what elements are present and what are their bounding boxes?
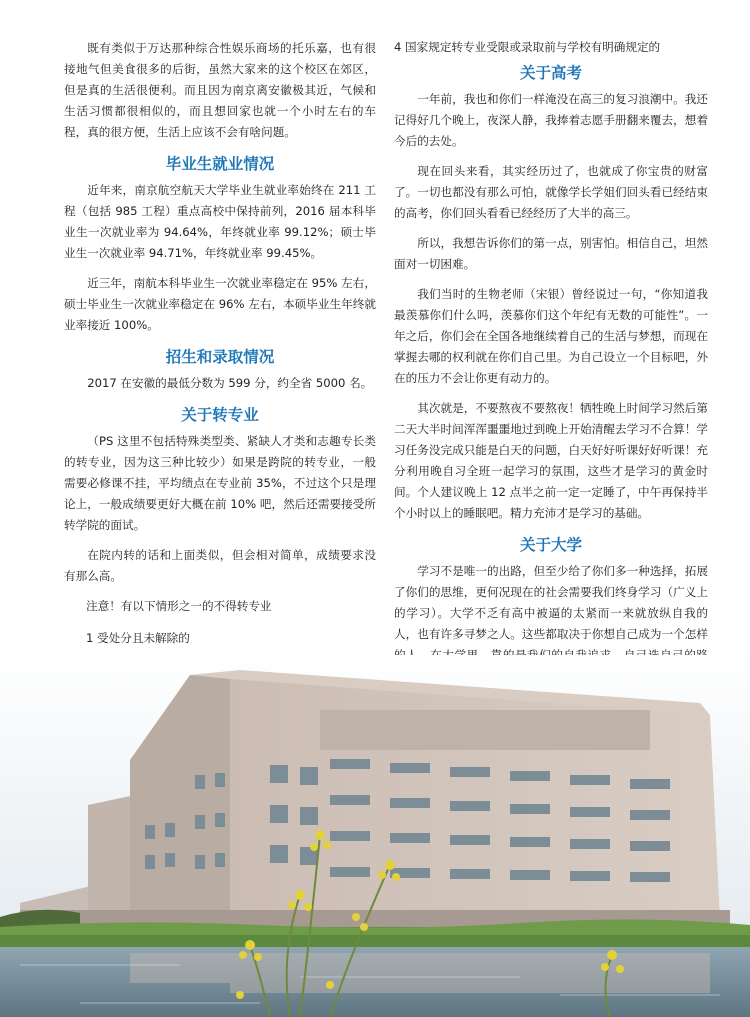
admission-heading: 招生和录取情况 [165,348,275,366]
intro-paragraph: 既有类似于万达那种综合性娱乐商场的托乐嘉，也有很接地气但美食很多的后街，虽然大家来的这个校区在郊区，但是真的生活很便利。而且因为南京离安徽极其近，气候和生活习惯都很相似的，而且想回家也就一个小时左右的车程，真的很方便，生活上应该不会有啥问题。 [64,41,376,139]
gaokao-paragraph: 一年前，我也和你们一样淹没在高三的复习浪潮中。我还记得好几个晚上，夜深人静，我捧着志愿手册翻来覆去，想着今后的去处。 [394,92,708,148]
gaokao-paragraph: 我们当时的生物老师（宋银）曾经说过一句，“你知道我最羡慕你们什么吗，羡慕你们这个年纪有无数的可能性”。一年之后，你们会在全国各地继续着自己的生活与梦想，而现在掌握去哪的权利就在你们自己里。为自己设立一个目标吧，外在的压力不会让你更有动力的。 [394,287,708,385]
university-paragraph: 学习不是唯一的出路，但至少给了你们多一种选择，拓展了你们的思维，更何况现在的社会需要我们终身学习（广义上的学习）。大学不乏有高中被逼的太紧而一来就放纵自我的人，也有许多寻梦之人。这些都取决于你想自己成为一个怎样 [394,564,708,641]
university-heading: 关于大学 [519,536,582,554]
gaokao-paragraph: 所以，我想告诉你们的第一点，别害怕。相信自己，坦然面对一切困难。 [394,236,708,271]
transfer-paragraph-1: （PS 这里不包括特殊类型类、紧缺人才类和志趣专长类的转专业，因为这三种比较少）如果是跨院的转专业，一般需要必修课不挂，平均绩点在专业前 35%，不过这个只是理论上，一般成绩要更好大概在前 10% 吧，然后还需要接受所转学院的面试。 [64,434,376,532]
gaokao-heading: 关于高考 [519,64,582,82]
right-column [394,0,708,696]
gaokao-paragraph: 其次就是，不要熬夜不要熬夜！牺牲晚上时间学习然后第二天大半时间浑浑噩噩地过到晚上开始清醒去学习不合算！学习任务没完成只能是白天的问题，白天好好听课好好听课！充分利用晚自习全班一起学习的氛围，这些才是学习的黄金时间。个人建议晚上 12 点半之前一定一定睡了，中午再保持半个小时以上的睡眠吧。精力充沛才是学习的基础。 [394,401,708,520]
employment-heading: 毕业生就业情况 [165,155,275,173]
campus-building-photo [0,655,750,1017]
list-item-4: 4 国家规定转专业受限或录取前与学校有明确规定的 [394,40,661,54]
employment-paragraph-2: 近三年，南航本科毕业生一次就业率稳定在 95% 左右，硕士毕业生一次就业率稳定在 96% 左右，本硕毕业生年终就业率接近 100%。 [64,276,376,332]
left-column [64,0,376,724]
transfer-notice: 注意！有以下情形之一的不得转专业 [86,599,272,613]
gaokao-paragraph: 现在回头来看，其实经历过了，也就成了你宝贵的财富了。一切也都没有那么可怕，就像学长学姐们回头看已经结束的高考，你们回头看看已经经历了大半的高三。 [394,164,708,220]
admission-paragraph: 2017 在安徽的最低分数为 599 分，约全省 5000 名。 [87,376,373,390]
transfer-paragraph-2: 在院内转的话和上面类似，但会相对简单，成绩要求没有那么高。 [64,548,376,583]
employment-paragraph-1: 近年来，南京航空航天大学毕业生就业率始终在 211 工程（包括 985 工程）重点高校中保持前列，2016 届本科毕业生一次就业率为 94.64%，年终就业率 99.12%；硕士毕业生一次就业率 94.71%，年终就业率 99.45%。 [64,183,376,260]
transfer-heading: 关于转专业 [181,406,259,424]
list-item: 1 受处分且未解除的 [86,631,190,645]
